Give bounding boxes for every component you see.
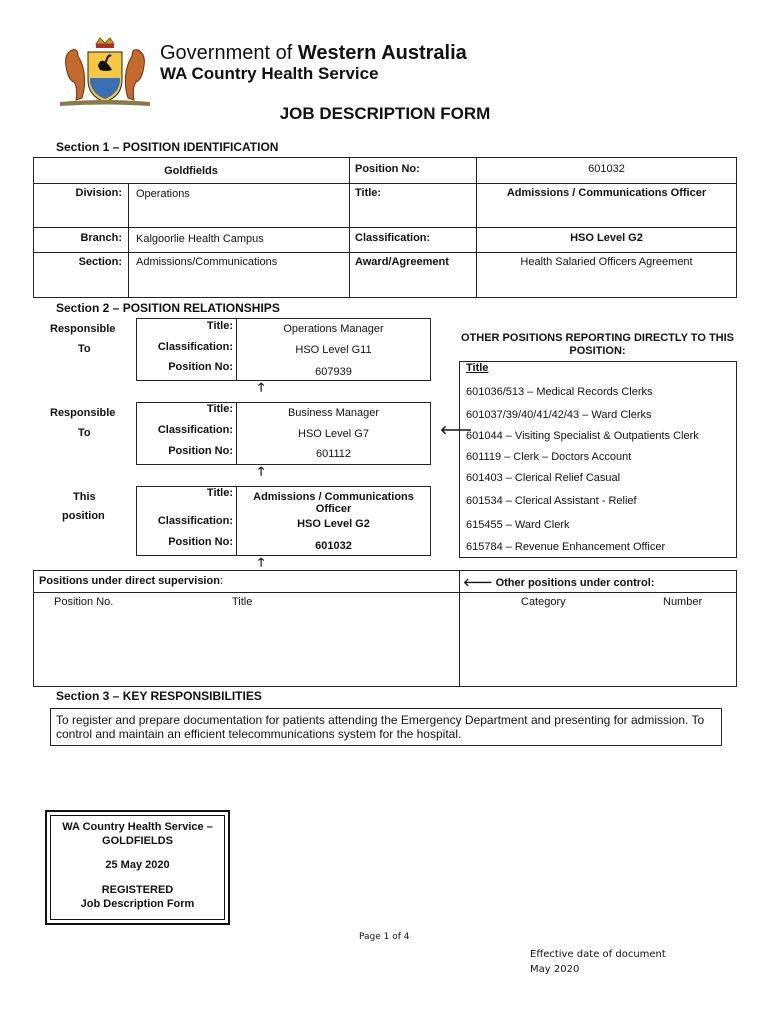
- rel2-title: Business Manager: [287, 407, 380, 419]
- stamp-date: 25 May 2020: [105, 859, 170, 871]
- rel3-left-line1: This: [73, 491, 96, 503]
- section-label: Section:: [78, 256, 122, 268]
- rel2-classification: HSO Level G7: [298, 428, 369, 440]
- up-arrow-icon: 🡑: [258, 555, 265, 569]
- rel1-left-line1: Responsible: [50, 323, 116, 335]
- other-positions-title-label: Title: [466, 362, 489, 374]
- rel1-classification: HSO Level G11: [295, 344, 372, 356]
- form-title: JOB DESCRIPTION FORM: [279, 104, 491, 123]
- supervision-label-text: Positions under direct supervision: [39, 575, 220, 587]
- classification-value: HSO Level G2: [570, 232, 643, 244]
- government-name-plain: Government of: [160, 42, 298, 64]
- rel3-position-no: 601032: [315, 540, 352, 552]
- award-value: Health Salaried Officers Agreement: [520, 256, 693, 268]
- rel1-position-no-label: Position No:: [168, 361, 233, 373]
- position-no-value: 601032: [588, 163, 625, 175]
- supervision-label: [39, 575, 223, 587]
- award-label: Award/Agreement: [355, 256, 449, 268]
- rel3-classification-label: Classification:: [157, 515, 233, 527]
- rel3-classification: HSO Level G2: [297, 518, 370, 530]
- rel3-position-no-label: Position No:: [168, 536, 233, 548]
- key-responsibilities-box: [50, 708, 722, 746]
- other-position-item: 601036/513 – Medical Records Clerks: [466, 386, 653, 398]
- rel3-title-label: Title:: [206, 487, 233, 499]
- stamp-line2: GOLDFIELDS: [102, 835, 173, 847]
- other-position-item: 601534 – Clerical Assistant - Relief: [466, 495, 637, 507]
- rel1-left-line2: To: [78, 343, 91, 355]
- left-arrow-icon: 🡐: [440, 423, 473, 437]
- page-number: Page 1 of 4: [359, 932, 410, 942]
- wa-crest-logo: [56, 36, 154, 108]
- rel1-position-no: 607939: [315, 366, 352, 378]
- rel1-title: Operations Manager: [283, 323, 384, 335]
- rel2-left-line2: To: [78, 427, 91, 439]
- rel3-left-line2: position: [62, 510, 105, 522]
- branch-value: Kalgoorlie Health Campus: [136, 233, 264, 245]
- supervision-col-title: Title: [232, 596, 253, 608]
- stamp-line1: WA Country Health Service –: [62, 821, 213, 833]
- stamp-line3: REGISTERED: [101, 884, 174, 896]
- other-position-item: 601119 – Clerk – Doctors Account: [466, 451, 632, 463]
- position-no-label: Position No:: [355, 163, 420, 175]
- service-name: WA Country Health Service: [160, 64, 379, 83]
- stamp-line4: Job Description Form: [80, 898, 195, 910]
- classification-label: Classification:: [355, 232, 431, 244]
- region-label: Goldfields: [164, 165, 218, 177]
- rel2-left-line1: Responsible: [50, 407, 116, 419]
- effective-date-label: Effective date of document: [530, 949, 666, 960]
- up-arrow-icon: 🡑: [258, 464, 265, 478]
- division-label: Division:: [75, 187, 122, 199]
- section-value: Admissions/Communications: [136, 256, 278, 268]
- other-position-item: 615784 – Revenue Enhancement Officer: [466, 541, 666, 553]
- other-control-label: [463, 575, 654, 589]
- other-control-col-number: Number: [663, 596, 703, 608]
- up-arrow-icon: 🡑: [258, 380, 265, 394]
- rel2-position-no: 601112: [315, 448, 352, 460]
- left-arrow-icon: 🡐: [463, 577, 493, 589]
- section1-heading: Section 1 – POSITION IDENTIFICATION: [56, 140, 279, 154]
- other-position-item: 601403 – Clerical Relief Casual: [466, 472, 621, 484]
- government-name: [160, 42, 467, 64]
- effective-date-value: May 2020: [530, 964, 580, 975]
- rel2-title-label: Title:: [206, 403, 233, 415]
- government-name-bold: Western Australia: [297, 42, 467, 64]
- other-positions-heading: OTHER POSITIONS REPORTING DIRECTLY TO THIS POSITION:: [461, 332, 734, 357]
- other-position-item: 615455 – Ward Clerk: [466, 519, 570, 531]
- rel2-classification-label: Classification:: [157, 424, 233, 436]
- section2-heading: Section 2 – POSITION RELATIONSHIPS: [56, 301, 280, 315]
- other-control-label-text: Other positions under control:: [495, 577, 655, 589]
- branch-label: Branch:: [80, 232, 122, 244]
- title-label: Title:: [355, 187, 382, 199]
- rel3-title: Admissions / Communications Officer: [253, 491, 414, 515]
- other-position-item: 601044 – Visiting Specialist & Outpatients Clerk: [466, 430, 699, 442]
- title-value: Admissions / Communications Officer: [506, 187, 707, 199]
- other-control-col-category: Category: [521, 596, 566, 608]
- rel2-position-no-label: Position No:: [168, 445, 233, 457]
- other-position-item: 601037/39/40/41/42/43 – Ward Clerks: [466, 409, 652, 421]
- rel1-title-label: Title:: [206, 320, 233, 332]
- key-responsibilities-text: To register and prepare documentation for patients attending the Emergency Department and presenting for admission. To control and maintain an efficient telecommunications system for the hospital.: [56, 713, 705, 741]
- supervision-label-colon: :: [219, 575, 223, 587]
- section3-heading: Section 3 – KEY RESPONSIBILITIES: [56, 689, 262, 703]
- division-value: Operations: [136, 188, 190, 200]
- rel1-classification-label: Classification:: [157, 341, 233, 353]
- supervision-col-position-no: Position No.: [54, 596, 114, 608]
